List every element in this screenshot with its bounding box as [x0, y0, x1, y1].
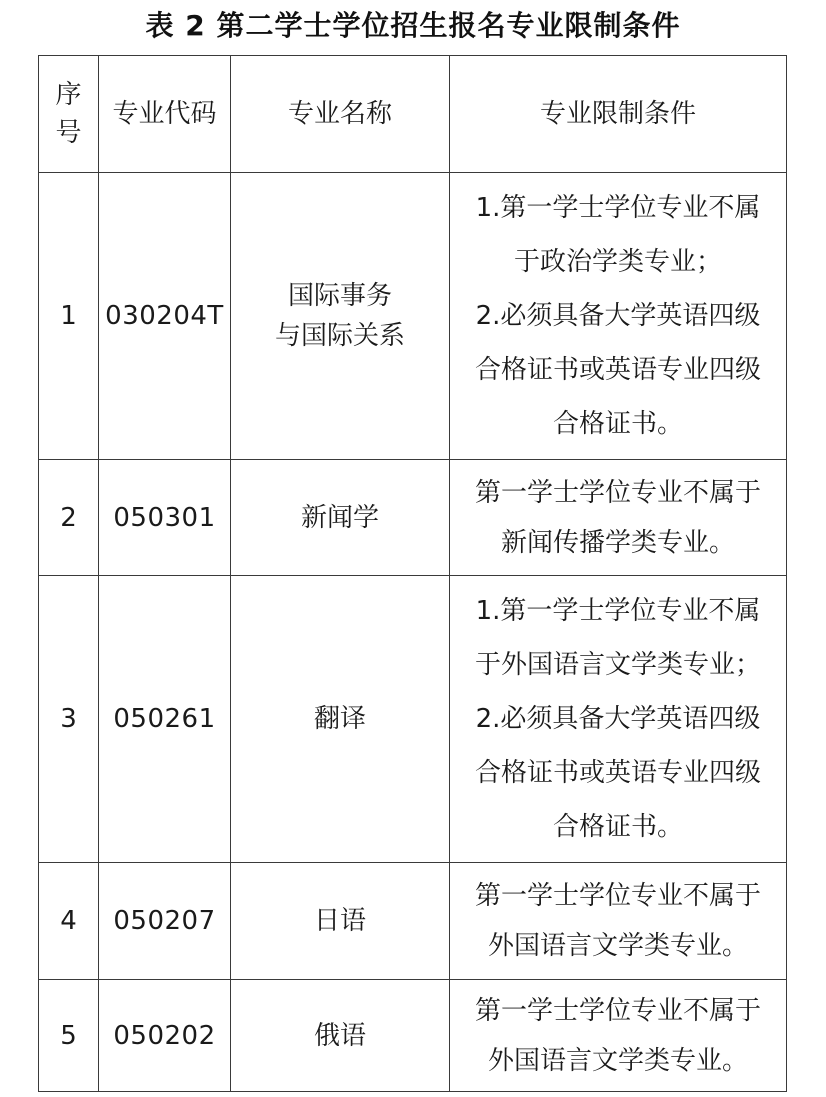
row-major-name-line: 国际事务 — [287, 281, 392, 311]
row-conditions — [450, 980, 787, 1092]
table-row — [39, 173, 787, 460]
table-row — [39, 980, 787, 1092]
table-row — [39, 863, 787, 980]
header-major-code: 专业代码 — [99, 56, 231, 173]
row-condition-line: 第一学士学位专业不属于 — [474, 881, 761, 911]
row-condition-line: 1.第一学士学位专业不属 — [475, 596, 761, 626]
row-major-name — [231, 980, 450, 1092]
header-serial-line-2: 号 — [55, 118, 82, 148]
header-serial-number — [39, 56, 99, 173]
row-condition-line: 合格证书或英语专业四级 — [474, 355, 761, 385]
row-condition-line: 2.必须具备大学英语四级 — [475, 301, 761, 331]
row-serial-number: 1 — [39, 173, 99, 460]
row-condition-line: 于政治学类专业； — [513, 247, 722, 277]
row-condition-line: 第一学士学位专业不属于 — [474, 995, 761, 1026]
row-serial-number: 5 — [39, 980, 99, 1092]
header-major-name: 专业名称 — [231, 56, 450, 173]
page-title: 表 2 第二学士学位招生报名专业限制条件 — [145, 9, 681, 42]
header-serial-line-1: 序 — [55, 80, 82, 110]
row-major-name — [231, 460, 450, 576]
restriction-table — [38, 55, 787, 1092]
row-serial-number: 4 — [39, 863, 99, 980]
row-major-name-line: 与国际关系 — [274, 321, 405, 351]
row-major-name — [231, 576, 450, 863]
row-condition-line: 于外国语言文学类专业； — [474, 650, 761, 680]
row-condition-line: 合格证书。 — [552, 812, 683, 842]
row-condition-line: 外国语言文学类专业。 — [487, 1045, 748, 1076]
row-condition-line: 2.必须具备大学英语四级 — [475, 704, 761, 734]
table-row — [39, 460, 787, 576]
row-major-name-line: 新闻学 — [300, 502, 379, 533]
row-major-code: 050207 — [99, 863, 231, 980]
row-condition-line: 1.第一学士学位专业不属 — [475, 193, 761, 223]
row-conditions — [450, 576, 787, 863]
row-condition-line: 合格证书。 — [552, 409, 683, 439]
header-conditions: 专业限制条件 — [450, 56, 787, 173]
row-serial-number: 3 — [39, 576, 99, 863]
row-major-code: 050202 — [99, 980, 231, 1092]
row-major-name-line: 日语 — [313, 906, 366, 936]
row-serial-number: 2 — [39, 460, 99, 576]
row-conditions — [450, 863, 787, 980]
row-condition-line: 新闻传播学类专业。 — [500, 527, 735, 558]
row-conditions — [450, 173, 787, 460]
table-header-row — [39, 56, 787, 173]
row-major-name-line: 俄语 — [313, 1020, 366, 1051]
table-row — [39, 576, 787, 863]
row-major-name-line: 翻译 — [313, 704, 366, 734]
row-major-code: 030204T — [99, 173, 231, 460]
row-condition-line: 第一学士学位专业不属于 — [474, 477, 761, 508]
row-major-code: 050301 — [99, 460, 231, 576]
row-condition-line: 合格证书或英语专业四级 — [474, 758, 761, 788]
row-major-name — [231, 863, 450, 980]
row-major-name — [231, 173, 450, 460]
row-major-code: 050261 — [99, 576, 231, 863]
row-condition-line: 外国语言文学类专业。 — [487, 931, 748, 961]
row-conditions — [450, 460, 787, 576]
